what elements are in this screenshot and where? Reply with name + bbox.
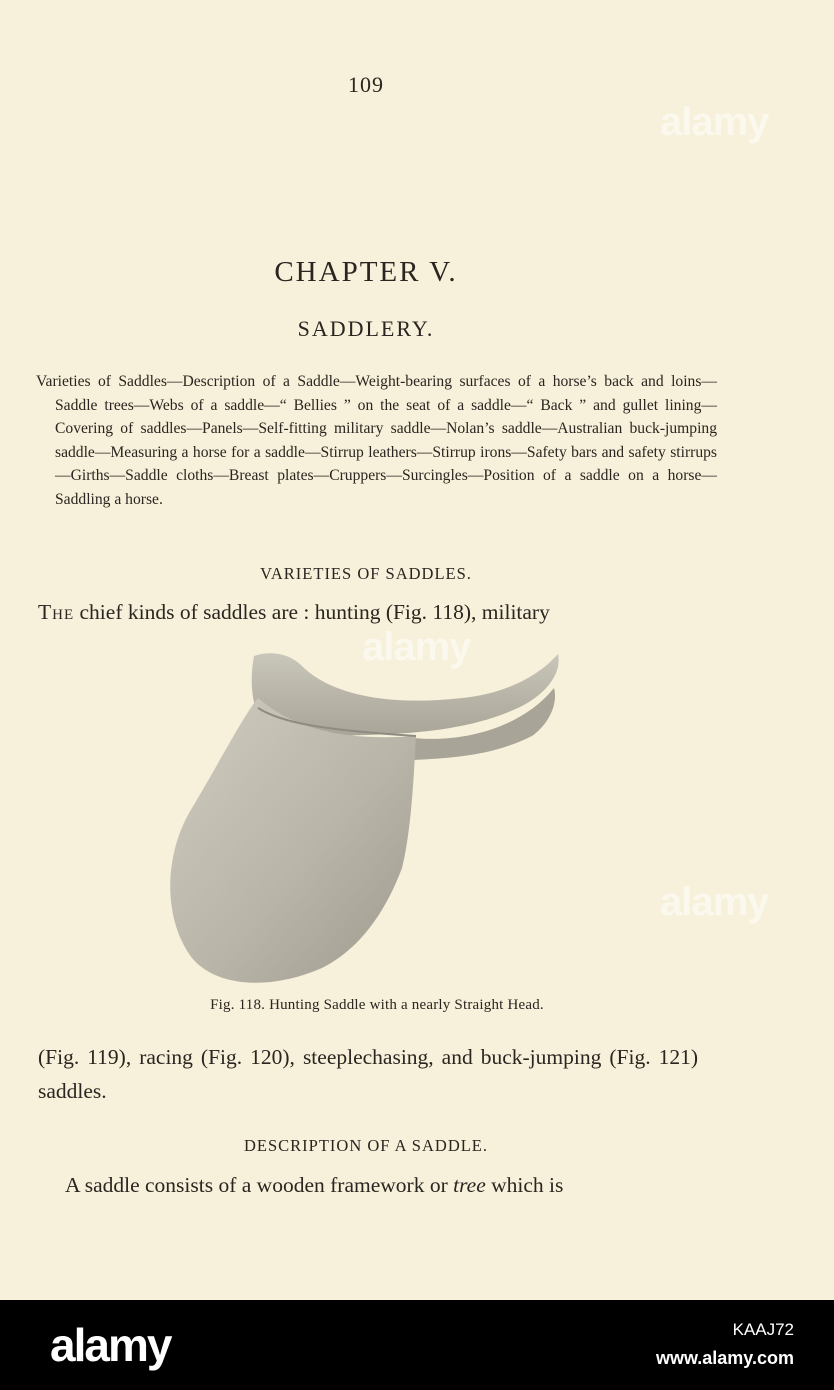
watermark-logo: alamy bbox=[660, 880, 769, 924]
paragraph-varieties bbox=[38, 597, 698, 627]
saddle-illustration bbox=[162, 648, 562, 993]
figure-caption: Fig. 118. Hunting Saddle with a nearly Straight Head. bbox=[210, 997, 544, 1013]
paragraph-text-start: A saddle consists of a wooden framework or bbox=[65, 1173, 454, 1197]
chapter-subtitle: SADDLERY. bbox=[297, 316, 435, 341]
paragraph-saddle-types: (Fig. 119), racing (Fig. 120), steeplechasing, and buck-jumping (Fig. 121) saddles. bbox=[38, 1045, 698, 1103]
brand-logo: alamy bbox=[50, 1319, 171, 1371]
paragraph-text: chief kinds of saddles are : hunting (Fig. 118), military bbox=[74, 600, 550, 624]
section-heading-description: DESCRIPTION OF A SADDLE. bbox=[243, 1136, 489, 1155]
section-heading-varieties: VARIETIES OF SADDLES. bbox=[260, 564, 472, 583]
paragraph-lead-word: The bbox=[38, 600, 75, 624]
chapter-summary: Varieties of Saddles—Description of a Saddle—Weight-bearing surfaces of a horse’s back and loins—Saddle trees—Webs of a saddle—“ Bellies ” on the seat of a saddle—“ Back ” and gullet lining—Covering of saddles—Panels—Self-fitting military saddle—Nolan’s saddle—Australian buck-jumping saddle—Measuring a horse for a saddle—Stirrup leathers—Stirrup irons—Safety bars and safety stirrups—Girths—Saddle cloths—Breast plates—Cruppers—Surcingles—Position of a saddle on a horse—Saddling a horse. bbox=[36, 373, 717, 508]
watermark-logo: alamy bbox=[362, 625, 471, 669]
italic-term: tree bbox=[453, 1173, 486, 1197]
site-url: www.alamy.com bbox=[655, 1348, 794, 1368]
paragraph-description bbox=[38, 1170, 698, 1200]
stock-photo-footer bbox=[0, 1300, 834, 1390]
saddle-flap bbox=[170, 698, 416, 983]
paragraph-text-end: which is bbox=[485, 1173, 564, 1197]
chapter-title: CHAPTER V. bbox=[274, 256, 458, 288]
image-id: KAAJ72 bbox=[732, 1320, 794, 1339]
watermark-logo: alamy bbox=[660, 100, 769, 144]
page-number: 109 bbox=[348, 72, 384, 97]
